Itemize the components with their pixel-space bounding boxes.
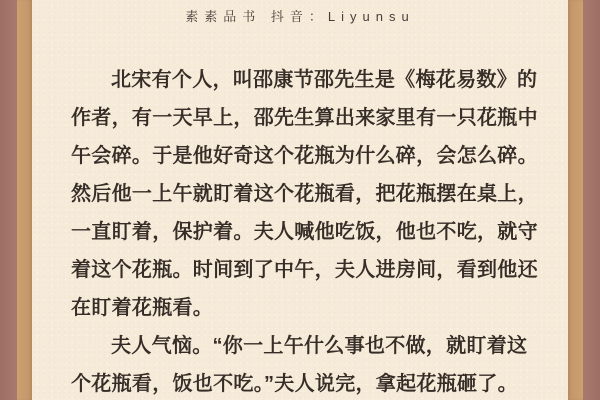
text-line: 然后他一上午就盯着这个花瓶看，把花瓶摆在桌上， (71, 183, 538, 205)
channel-title: 素素品书 抖音：Liyunsu (185, 9, 415, 24)
paper-background (32, 0, 568, 400)
left-border-inner-strip (17, 0, 32, 400)
text-line: 着这个花瓶。时间到了中午，夫人进房间，看到他还 (71, 259, 538, 281)
text-line: 午会碎。于是他好奇这个花瓶为什么碎，会怎么碎。 (71, 145, 538, 167)
text-line: 夫人气恼。“你一上午什么事也不做，就盯着这 (111, 335, 528, 357)
right-border-inner-strip (568, 0, 583, 400)
right-border-outer-strip (583, 0, 600, 400)
text-line: 在盯着花瓶看。 (71, 297, 214, 319)
left-border-outer-strip (0, 0, 17, 400)
text-line: 作者，有一天早上，邵先生算出来家里有一只花瓶中 (71, 107, 538, 129)
text-line: 个花瓶看，饭也不吃。”夫人说完，拿起花瓶砸了。 (71, 373, 518, 395)
story-text (32, 61, 568, 403)
text-line: 一直盯着，保护着。夫人喊他吃饭，他也不吃，就守 (71, 221, 538, 243)
text-line: 北宋有个人，叫邵康节邵先生是《梅花易数》的 (111, 69, 538, 91)
